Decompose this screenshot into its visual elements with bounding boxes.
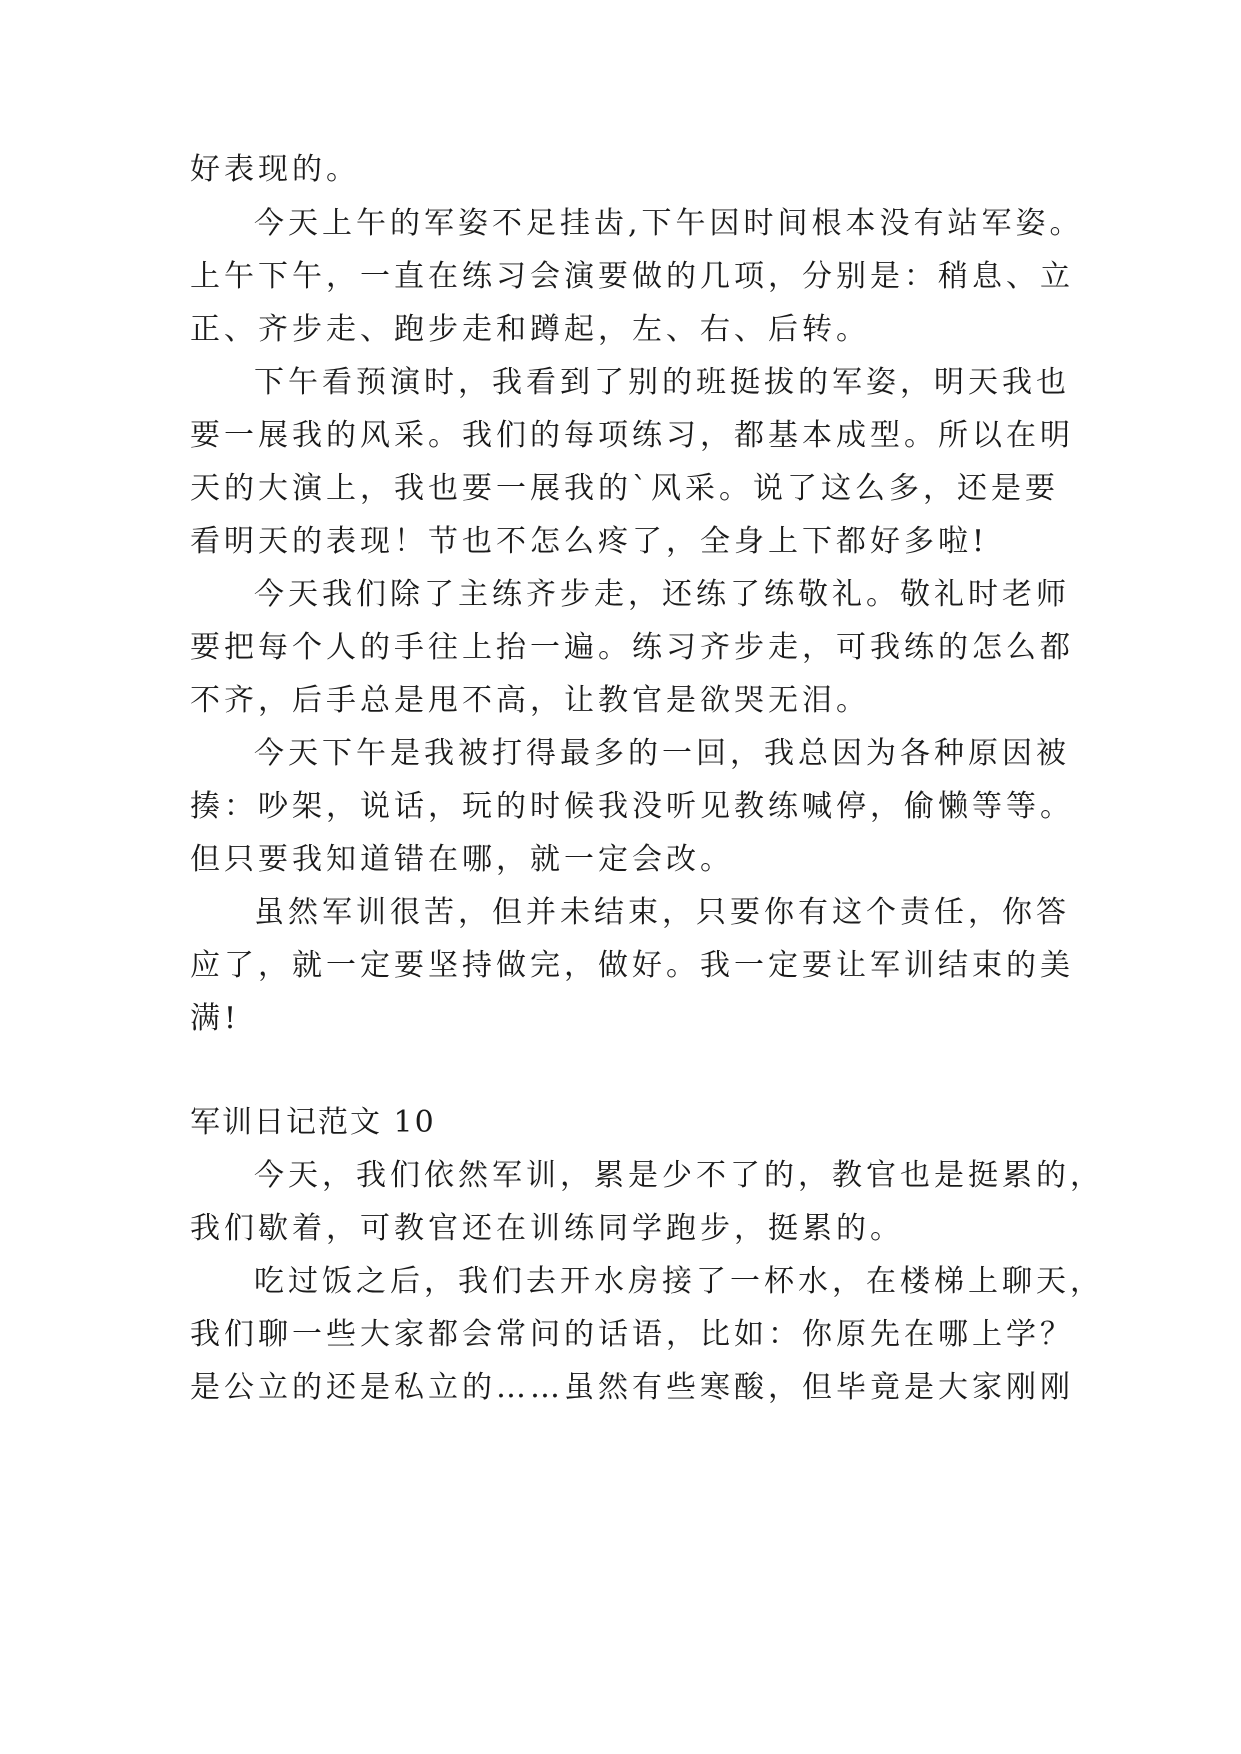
paragraph-start-line: 吃过饭之后，我们去开水房接了一杯水，在楼梯上聊天， [254, 1264, 1104, 1299]
text-line: 不齐，后手总是甩不高，让教官是欲哭无泪。 [190, 683, 870, 718]
paragraph-start-line: 今天上午的军姿不足挂齿,下午因时间根本没有站军姿。 [254, 206, 1084, 241]
text-line: 揍：吵架，说话，玩的时候我没听见教练喊停，偷懒等等。 [190, 789, 1074, 824]
text-line: 我们歇着，可教官还在训练同学跑步，挺累的。 [190, 1211, 904, 1246]
paragraph-start-line: 今天，我们依然军训，累是少不了的，教官也是挺累的， [254, 1158, 1104, 1193]
paragraph-start-line: 虽然军训很苦，但并未结束，只要你有这个责任，你答 [254, 895, 1070, 930]
text-line: 是公立的还是私立的……虽然有些寒酸，但毕竟是大家刚刚 [190, 1370, 1074, 1405]
text-line: 上午下午，一直在练习会演要做的几项，分别是：稍息、立 [190, 259, 1074, 294]
text-line: 天的大演上，我也要一展我的`风采。说了这么多，还是要 [190, 471, 1059, 506]
section-heading: 军训日记范文 10 [190, 1105, 436, 1140]
text-line: 满! [190, 1001, 241, 1036]
text-line: 正、齐步走、跑步走和蹲起，左、右、后转。 [190, 312, 870, 347]
paragraph-start-line: 今天我们除了主练齐步走，还练了练敬礼。敬礼时老师 [254, 577, 1070, 612]
text-line: 要把每个人的手往上抬一遍。练习齐步走，可我练的怎么都 [190, 630, 1074, 665]
paragraph-start-line: 下午看预演时，我看到了别的班挺拔的军姿，明天我也 [254, 365, 1070, 400]
text-line: 看明天的表现！节也不怎么疼了，全身上下都好多啦! [190, 524, 989, 559]
text-line: 要一展我的风采。我们的每项练习，都基本成型。所以在明 [190, 418, 1074, 453]
text-line: 我们聊一些大家都会常问的话语，比如：你原先在哪上学？ [190, 1317, 1074, 1352]
paragraph-start-line: 今天下午是我被打得最多的一回，我总因为各种原因被 [254, 736, 1070, 771]
text-line: 好表现的。 [190, 152, 360, 187]
text-line: 应了，就一定要坚持做完，做好。我一定要让军训结束的美 [190, 948, 1074, 983]
text-line: 但只要我知道错在哪，就一定会改。 [190, 842, 734, 877]
